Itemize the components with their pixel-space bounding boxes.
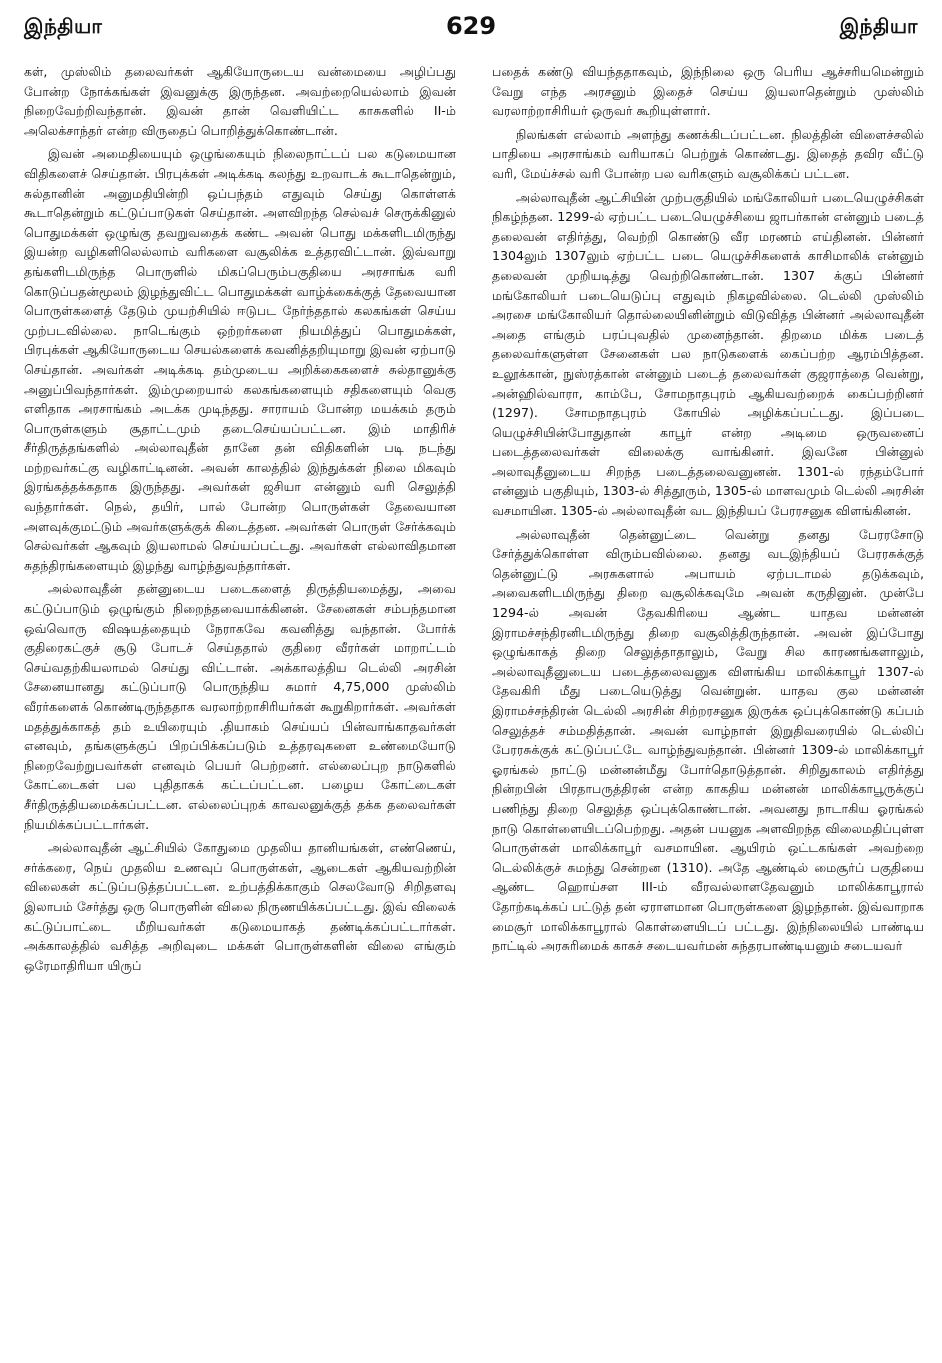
paragraph: நிலங்கள் எல்லாம் அளந்து கணக்கிடப்பட்டன. நிலத்தின் விளைச்சலில் பாதியை அரசாங்கம் வரியாகப் பெற்றுக் கொண்டது. இதைத் தவிர வீட்டு வரி, மேய்ச்சல் வரி போன்ற பல வரிகளும் வசூலிக்கப் பட்டன.: [492, 126, 924, 181]
paragraph: பதைக் கண்டு வியந்ததாகவும், இந்நிலை ஒரு பெரிய ஆச்சரியமென்றும் வேறு எந்த அரசனும் இதைச் செய்ய இயலாதென்றும் முஸ்லிம் வரலாற்றாசிரியர் ஒருவர் கூறியுள்ளார்.: [492, 64, 924, 119]
paragraph: அல்லாவுதீன் தன்னுடைய படைகளைத் திருத்தியமைத்து, அவை கட்டுப்பாடும் ஒழுங்கும் நிறைந்தவையாக்கினன். சேனைகள் சம்பந்தமான ஒவ்வொரு விஷயத்தையும் நேராகவே கவனித்து வந்தான். போர்க் குதிரைகட்குச் சூடு போடச் செய்ததால் குதிரை வீரர்கள் மாறாட்டம் செய்வதற்கியலாமல் செய்து விட்டான். அக்காலத்திய டெல்லி அரசின் சேனையானது கட்டுப்பாடு பொருந்திய சுமார் 4,75,000 முஸ்லிம் வீரர்களைக் கொண்டிருந்ததாக வரலாற்றாசிரியர்கள் கூறுகிறார்கள். அவர்கள் மதத்துக்காகத் தம் உயிரையும் .தியாகம் செய்யப் பின்வாங்காதவர்கள் எனவும், தங்களுக்குப் பிறப்பிக்கப்படும் உத்தரவுகளை உண்மையோடு நிறைவேற்றுபவர்கள் எனவும் பெயர் பெற்றனர். எல்லைப்புற நாடுகளில் கோட்டைகள் பல புதிதாகக் கட்டப்பட்டன. பழைய கோட்டைகள் சீர்திருத்தியமைக்கப்பட்டன. எல்லைப்புறக் காவலனுக்குத் தக்க தலைவர்கள் நியமிக்கப்பட்டார்கள்.: [24, 581, 456, 832]
left-column: [24, 62, 456, 1357]
page-number: 629: [445, 12, 497, 40]
paragraph: அல்லாவுதீன் தென்னுட்டை வென்று தனது பேரரசோடு சேர்த்துக்கொள்ள விரும்பவில்லை. தனது வடஇந்தியப் பேரரசுக்குத் தென்னுட்டு அரசுகளால் அபாயம் ஏற்படாமல் தடுக்கவும், அவைகளிடமிருந்து திறை வசூலிக்கவுமே அவன் கருதினுன். முன்பே 1294-ல் அவன் தேவகிரியை ஆண்ட யாதவ மன்னன் இராமச்சந்திரனிடமிருந்து திறை வசூலித்திருந்தான். அவன் இப்போது ஒழுங்காகத் திறை செலுத்தாதாலும், வேறு சில காரணங்களாலும், அல்லாவுதீனுடைய படைத்தலைவனுக விளங்கிய மாலிக்காபூர் 1307-ல் தேவகிரி மீது படையெடுத்து வென்றுன். யாதவ குல மன்னன் இராமச்சந்திரன் டெல்லி அரசின் சிற்றரசனுக இருக்க ஒப்புக்கொண்டு கப்பம் செலுத்தச் சம்மதித்தான். அவன் வாழ்நாள் இறுதிவரையில் டெல்லிப் பேரரசுக்குக் கட்டுப்பட்டே வாழ்ந்துவந்தான். பின்னர் 1309-ல் மாலிக்காபூர் ஓரங்கல் நாட்டு மன்னன்மீது போர்தொடுத்தான். சிறிதுகாலம் எதிர்த்து நின்றபின் பிரதாபருத்திரன் என்ற காகதிய மன்னன் மாலிக்காபூருக்குப் பணிந்து திறை செலுத்த ஒப்புக்கொண்டான். அவனது நாடாகிய ஓரங்கல் நாடு கொள்ளையிடப்பெற்றது. அதன் பயனுக அளவிறந்த விலைமதிப்புள்ள பொருள்கள் மாலிக்காபூர் வசமாயின. ஆயிரம் ஒட்டகங்கள் அவற்றை டெல்லிக்குச் சுமந்து சென்றன (1310). அதே ஆண்டில் மைசூர்ப் பகுதியை ஆண்ட ஹொய்சள III-ம் வீரவல்லாளதேவனும் மாலிக்காபூரால் தோற்கடிக்கப் பட்டுத் தன் ஏராளமான பொருள்களை இழந்தான். இவ்வாறாக மைசூர் மாலிக்காபூரால் கொள்ளையிடப் பட்டது. இந்நிலையில் பாண்டிய நாட்டில் அரசுரிமைக் காகச் சடையவர்மன் சுந்தரபாண்டியனும் சடையவர்: [492, 526, 924, 954]
page-header: [0, 12, 942, 52]
paragraph: அல்லாவுதீன் ஆட்சியின் முற்பகுதியில் மங்கோலியர் படையெழுச்சிகள் நிகழ்ந்தன. 1299-ல் ஏற்பட்ட படையெழுச்சியை ஜாபர்கான் என்னும் படைத் தலைவன் எதிர்த்து, வெற்றி கொண்டு வீர மரணம் எய்தினன். பின்னர் 1304லும் 1307லும் ஏற்பட்ட படை யெழுச்சிகளைக் காசிமாலிக் என்னும் தலைவன் முறியடித்து வெற்றிகொண்டான். 1307 க்குப் பின்னர் மங்கோலியர் படையெடுப்பு எதுவும் நிகழவில்லை. டெல்லி முஸ்லிம் அரசை மங்கோலியர் தொல்லையினின்றும் விடுவித்த பின்னர் அல்லாவுதீன் அதை எங்கும் பரப்புவதில் முனைந்தான். திறமை மிக்க படைத் தலைவர்களுள்ள சேனைகள் பல நாடுகளைக் கைப்பற்ற ஆரம்பித்தன. உலூக்கான், நுஸ்ரத்கான் என்னும் படைத் தலைவர்கள் குஜராத்தை வென்று, அன்ஹில்வாரா, காம்பே, சோமநாதபுரம் ஆகியவற்றைக் கைப்பற்றினர் (1297). சோமநாதபுரம் கோயில் அழிக்கப்பட்டது. இப்படை யெழுச்சியின்போதுதான் காபூர் என்ற அடிமை ஒருவனைப் படைத்தலைவர்கள் விலைக்கு வாங்கினர். இவனே பின்னுல் அலாவுதீனுடைய சிறந்த படைத்தலைவனுனன். 1301-ல் ரந்தம்போர் என்னும் பகுதியும், 1303-ல் சித்தூரும், 1305-ல் மாளவமும் டெல்லி அரசின் வசமாயின. 1305-ல் அல்லாவுதீன் வட இந்தியப் பேரரசனுக விளங்கினன்.: [492, 189, 924, 519]
right-column: [492, 62, 924, 1357]
paragraph: அல்லாவுதீன் ஆட்சியில் கோதுமை முதலிய தானியங்கள், எண்ணெய், சர்க்கரை, நெய் முதலிய உணவுப் பொருள்கள், ஆடைகள் ஆகியவற்றின் விலைகள் கட்டுப்படுத்தப்பட்டன. உற்பத்திக்காகும் செலவோடு சிறிதளவு இலாபம் சேர்த்து ஒரு பொருளின் விலை நிருணயிக்கப்பட்டது. இவ் விலைக் கட்டுப்பாட்டை மீறியவர்கள் கடுமையாகத் தண்டிக்கப்பட்டார்கள். அக்காலத்தில் வசித்த அறிவுடை மக்கள் பொருள்களின் விலை எங்கும் ஒரேமாதிரியா யிருப்: [24, 840, 456, 973]
running-head-left: இந்தியா: [24, 14, 103, 38]
running-head-right: இந்தியா: [839, 14, 918, 38]
paragraph: இவன் அமைதியையும் ஒழுங்கையும் நிலைநாட்டப் பல கடுமையான விதிகளைச் செய்தான். பிரபுக்கள் அடிக்கடி கலந்து உறவாடக் கூடாதென்றும், சுல்தானின் அனுமதியின்றி ஒப்பந்தம் எதுவும் செய்து கொள்ளக் கூடாதென்றும் கட்டுப்பாடுகள் செய்தான். அளவிறந்த செல்வச் செருக்கினுல் பொதுமக்கள் ஒழுங்கு தவறுவதைக் கண்ட அவன் பொது மக்களிடமிருந்து இயன்ற வழிகளிலெல்லாம் வரிகளை வசூலிக்க உத்தரவிட்டான். இவ்வாறு தங்களிடமிருந்த பொருளில் மிகப்பெரும்பகுதியை அரசாங்க வரி கொடுப்பதன்மூலம் இழந்துவிட்ட பொதுமக்கள் வாழ்க்கைக்குத் தேவையான பொருள்களைத் தேடும் முயற்சியில் ஈடுபட நேர்ந்ததால் கலகங்கள் செய்ய முற்படவில்லை. நாடெங்கும் ஒற்றர்களை நியமித்துப் பொதுமக்கள், பிரபுக்கள் ஆகியோருடைய செயல்களைக் கவனித்தறியுமாறு இவன் ஏற்பாடு செய்தான். அவர்கள் அடிக்கடி தம்முடைய அறிக்கைகளைச் சுல்தானுக்கு அனுப்பிவந்தார்கள். இம்முறையால் கலகங்களையும் சதிகளையும் வெகு எளிதாக அரசாங்கம் அடக்க முடிந்தது. சாராயம் போன்ற மயக்கம் தரும் பொருள்களும் சூதாட்டமும் தடைசெய்யப்பட்டன. இம் மாதிரிச் சீர்திருத்தங்களில் அல்லாவுதீன் தானே தன் விதிகளின் படி நடந்து மற்றவர்கட்கு வழிகாட்டினன். அவன் காலத்தில் இந்துக்கள் நிலை மிகவும் இரங்கத்தக்கதாக இருந்தது. அவர்கள் ஜசியா என்னும் வரி செலுத்தி வந்தார்கள். நெல், தயிர், பால் போன்ற பொருள்கள் தேவையான அளவுக்குமட்டும் அவர்களுக்குக் கிடைத்தன. அவர்கள் பொருள் சேர்க்கவும் செல்வர்கள் ஆகவும் இயலாமல் செய்யப்பட்டது. அவர்கள் எல்லாவிதமான சுதந்திரங்களையும் இழந்து வாழ்ந்துவந்தார்கள்.: [24, 146, 456, 573]
paragraph: கள், முஸ்லிம் தலைவர்கள் ஆகியோருடைய வன்மையை அழிப்பது போன்ற நோக்கங்கள் இவனுக்கு இருந்தன. அவற்றையெல்லாம் இவன் நிறைவேற்றிவந்தான். இவன் தான் வெளியிட்ட காசுகளில் II-ம் அலெக்சாந்தர் என்ற விருதைப் பொறித்துக்கொண்டான்.: [24, 64, 456, 138]
